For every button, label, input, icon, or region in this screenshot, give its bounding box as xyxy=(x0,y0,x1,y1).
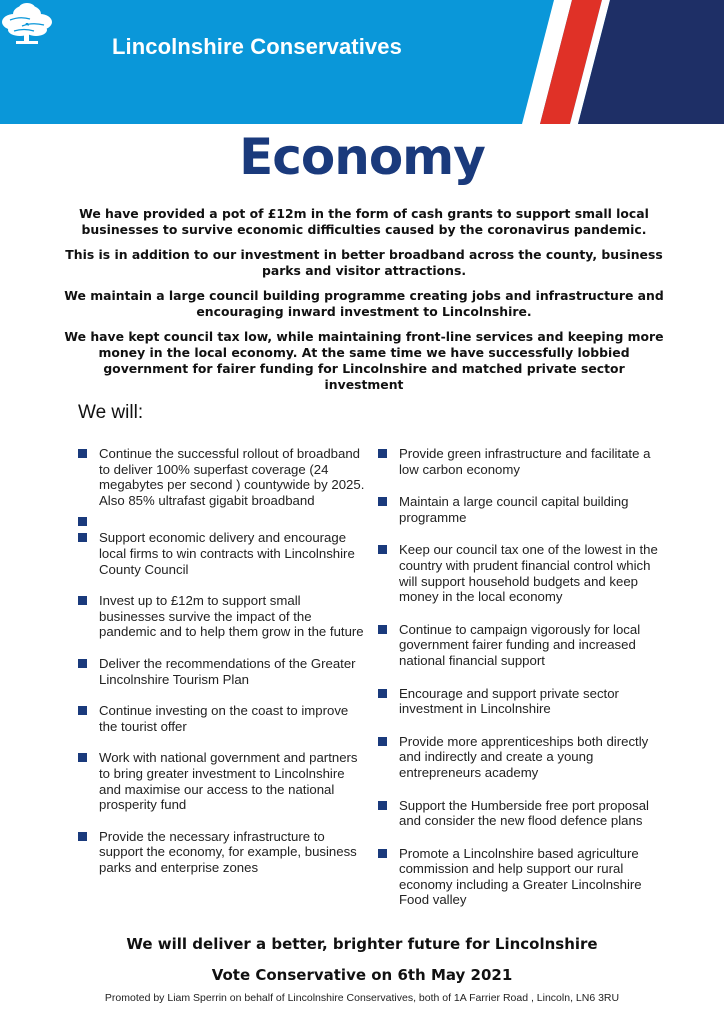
bullet-square-icon xyxy=(378,625,387,634)
list-item xyxy=(378,686,658,717)
header-stripes xyxy=(0,0,724,124)
list-item xyxy=(78,656,368,687)
list-item xyxy=(78,530,368,577)
bullet-square-icon xyxy=(378,497,387,506)
list-item-text: Continue investing on the coast to improve the tourist offer xyxy=(99,703,349,734)
list-item xyxy=(378,846,658,908)
list-item xyxy=(78,703,368,734)
bullet-square-icon xyxy=(78,533,87,542)
list-item xyxy=(78,593,368,640)
list-item-text: Encourage and support private sector investment in Lincolnshire xyxy=(399,685,619,717)
bullet-square-icon xyxy=(78,517,87,526)
header-banner xyxy=(0,0,724,124)
list-item xyxy=(378,798,658,829)
list-item xyxy=(378,446,658,477)
list-item-text: Support economic delivery and encourage local firms to win contracts with Lincolnshire County Council xyxy=(99,530,355,577)
list-item xyxy=(378,542,658,604)
promoted-by-imprint: Promoted by Liam Sperrin on behalf of Lincolnshire Conservatives, both of 1A Farrier Road , Lincoln, LN6 3RU xyxy=(104,992,620,1004)
list-item xyxy=(378,494,658,525)
list-item-text: Continue to campaign vigorously for local government fairer funding and increased national financial support xyxy=(399,621,641,668)
list-item-text: Work with national government and partners to bring greater investment to Lincolnshire and maximise our access to the national prosperity fund xyxy=(99,750,358,813)
intro-paragraph: We have provided a pot of £12m in the form of cash grants to support small local businesses to survive economic difficulties caused by the coronavirus pandemic. xyxy=(79,206,649,237)
conservative-tree-logo-icon xyxy=(0,0,54,46)
list-item-text: Provide the necessary infrastructure to support the economy, for example, business parks and enterprise zones xyxy=(99,828,357,875)
list-item-text: Invest up to £12m to support small businesses survive the impact of the pandemic and to help them grow in the future xyxy=(99,593,364,640)
pledge-list-left xyxy=(78,446,368,875)
bullet-square-icon xyxy=(378,545,387,554)
list-item xyxy=(78,829,368,876)
vote-date: Vote Conservative on 6th May 2021 xyxy=(211,966,513,984)
brand-name: Lincolnshire Conservatives xyxy=(112,34,402,59)
list-item-text: Provide green infrastructure and facilitate a low carbon economy xyxy=(399,446,651,477)
list-item xyxy=(78,446,368,508)
intro-paragraph: We have kept council tax low, while maintaining front-line services and keeping more money in the local economy. At the same time we have successfully lobbied government for fairer funding for Lincolnshire and matched private sector investment xyxy=(64,329,664,392)
list-item xyxy=(78,750,368,812)
bullet-square-icon xyxy=(378,449,387,458)
bullet-square-icon xyxy=(378,689,387,698)
bullet-square-icon xyxy=(78,596,87,605)
list-item xyxy=(378,734,658,781)
intro-section xyxy=(64,206,664,402)
list-item-text: Keep our council tax one of the lowest in the country with prudent financial control which will support household budgets and keep money in the local economy xyxy=(399,542,658,605)
page-title: Economy xyxy=(239,128,485,186)
list-item xyxy=(78,514,368,530)
intro-paragraph: This is in addition to our investment in better broadband across the county, business parks and visitor attractions. xyxy=(65,247,663,278)
bullet-square-icon xyxy=(78,706,87,715)
bullet-square-icon xyxy=(78,659,87,668)
bullet-square-icon xyxy=(378,737,387,746)
list-item-text: Maintain a large council capital building programme xyxy=(399,494,629,525)
pledge-list-right xyxy=(378,446,658,908)
bullet-square-icon xyxy=(78,832,87,841)
list-item-text: Promote a Lincolnshire based agriculture commission and help support our rural economy including a Greater Lincolnshire Food valley xyxy=(399,845,642,908)
tagline: We will deliver a better, brighter future for Lincolnshire xyxy=(126,935,598,953)
list-item-text: Provide more apprenticeships both directly and indirectly and create a young entrepreneurs academy xyxy=(399,733,649,780)
we-will-heading: We will: xyxy=(78,402,144,423)
bullet-square-icon xyxy=(378,801,387,810)
list-item-text: Deliver the recommendations of the Greater Lincolnshire Tourism Plan xyxy=(99,655,356,687)
list-item-text: Continue the successful rollout of broadband to deliver 100% superfast coverage (24 megabytes per second ) countywide by 2025. Also 85% ultrafast gigabit broadband xyxy=(99,446,365,508)
intro-paragraph: We maintain a large council building programme creating jobs and infrastructure and encouraging inward investment to Lincolnshire. xyxy=(64,288,664,319)
bullet-square-icon xyxy=(378,849,387,858)
bullet-square-icon xyxy=(78,753,87,762)
bullet-square-icon xyxy=(78,449,87,458)
list-item-text: Support the Humberside free port proposal and consider the new flood defence plans xyxy=(399,797,649,829)
list-item xyxy=(378,622,658,669)
